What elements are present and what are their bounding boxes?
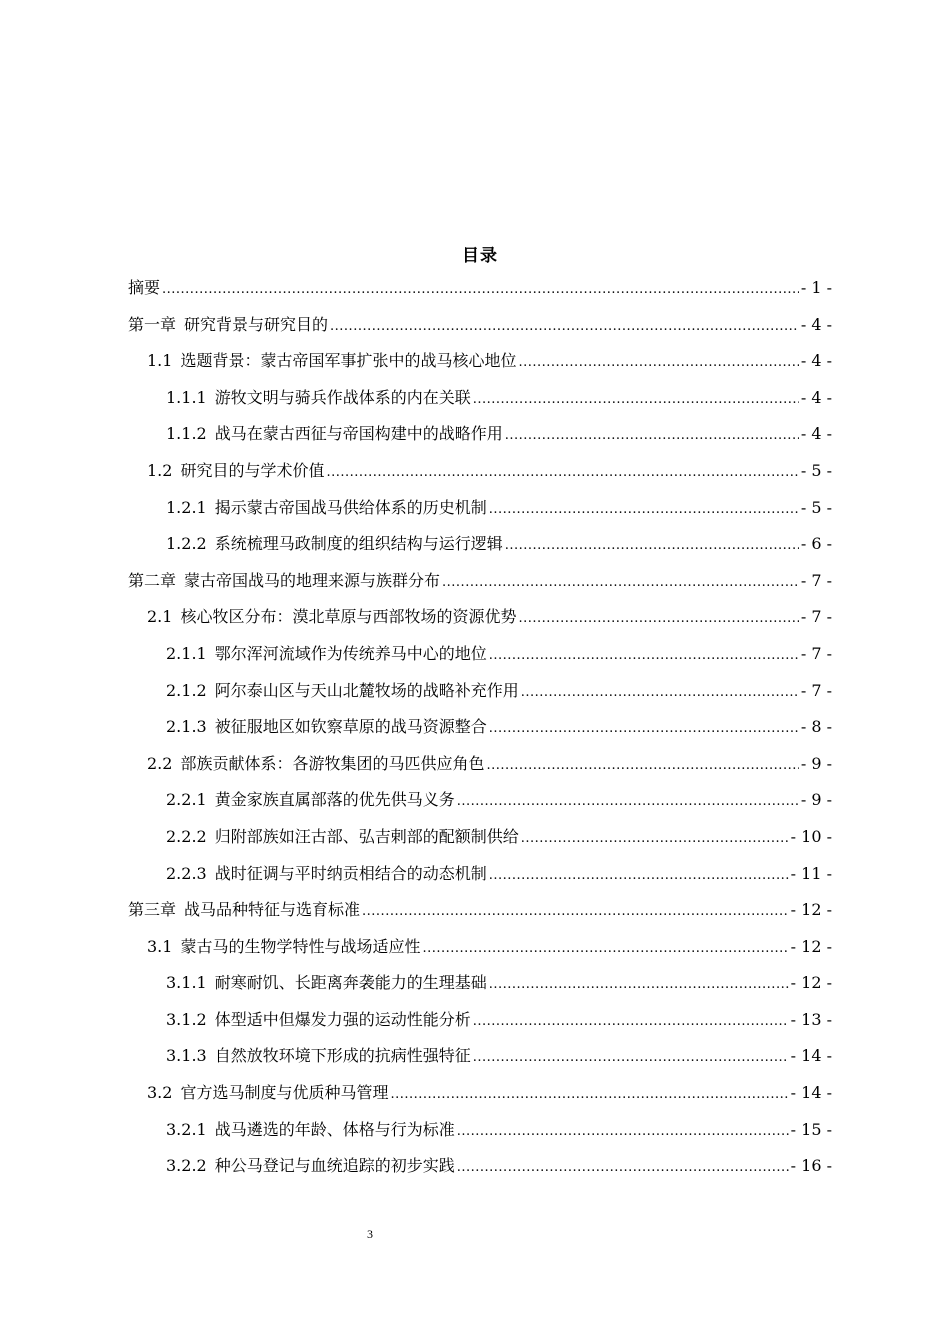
toc-entry-text: 揭示蒙古帝国战马供给体系的历史机制 [214, 497, 487, 517]
toc-entry-page: - 5 - [800, 460, 832, 480]
toc-dot-leader [162, 272, 799, 309]
toc-entry[interactable] [128, 380, 832, 417]
toc-entry-number: 1.1.2 [166, 424, 207, 444]
toc-entry-text: 系统梳理马政制度的组织结构与运行逻辑 [214, 534, 503, 554]
toc-entry[interactable] [128, 1075, 832, 1112]
toc-entry-number: 第二章 [128, 570, 177, 590]
toc-entry-number: 2.1.2 [166, 680, 207, 700]
toc-entry[interactable] [128, 892, 832, 929]
toc-entry[interactable] [128, 343, 832, 380]
toc-dot-leader [473, 1040, 789, 1077]
toc-entry-label [147, 746, 484, 783]
toc-entry-label [166, 636, 487, 673]
toc-dot-leader [489, 492, 799, 529]
toc-entry[interactable] [128, 929, 832, 966]
toc-entry-page: - 16 - [790, 1156, 832, 1176]
toc-entry-label [128, 892, 360, 929]
toc-entry-label [147, 453, 324, 490]
toc-entry-page: - 4 - [800, 314, 832, 334]
toc-entry-number: 3.2 [147, 1083, 173, 1103]
toc-entry-text: 官方选马制度与优质种马管理 [180, 1083, 389, 1103]
toc-entry-page: - 12 - [790, 900, 832, 920]
toc-entry-number: 3.2.2 [166, 1156, 207, 1176]
toc-dot-leader [505, 418, 799, 455]
toc-entry-number: 2.2 [147, 753, 173, 773]
toc-entry[interactable] [128, 1148, 832, 1185]
toc-entry-page: - 14 - [790, 1046, 832, 1066]
toc-dot-leader [486, 748, 798, 785]
toc-entry-text: 阿尔泰山区与天山北麓牧场的战略补充作用 [214, 680, 519, 700]
toc-entry-text: 核心牧区分布：漠北草原与西部牧场的资源优势 [180, 607, 517, 627]
toc-dot-leader [390, 1077, 788, 1114]
toc-entry[interactable] [128, 563, 832, 600]
toc-entry-text: 归附部族如汪古部、弘吉剌部的配额制供给 [214, 826, 519, 846]
toc-entry-page: - 8 - [800, 717, 832, 737]
toc-entry-page: - 7 - [800, 680, 832, 700]
toc-dot-leader [521, 821, 789, 858]
toc-entry-text: 耐寒耐饥、长距离奔袭能力的生理基础 [214, 973, 487, 993]
toc-entry-number: 2.1.3 [166, 717, 207, 737]
toc-entry-label [128, 563, 440, 600]
toc-entry-page: - 4 - [800, 351, 832, 371]
toc-dot-leader [489, 858, 789, 895]
toc-entry[interactable] [128, 819, 832, 856]
toc-entry-text: 摘要 [128, 278, 161, 297]
toc-entry[interactable] [128, 490, 832, 527]
toc-entry-number: 3.1 [147, 936, 173, 956]
toc-entry-text: 战马遴选的年龄、体格与行为标准 [214, 1119, 455, 1139]
toc-entry-text: 游牧文明与骑兵作战体系的内在关联 [214, 387, 471, 407]
toc-entry-label [166, 856, 487, 893]
toc-entry-page: - 13 - [790, 1009, 832, 1029]
toc-dot-leader [457, 1114, 789, 1151]
toc-entry-page: - 10 - [790, 826, 832, 846]
toc-entry[interactable] [128, 1038, 832, 1075]
toc-entry-label [166, 709, 487, 746]
toc-entry-label [166, 1002, 471, 1039]
table-of-contents [128, 270, 832, 1185]
toc-entry-label [147, 929, 420, 966]
toc-entry-label [166, 526, 503, 563]
toc-entry-text: 部族贡献体系：各游牧集团的马匹供应角色 [180, 753, 485, 773]
toc-entry-page: - 14 - [790, 1083, 832, 1103]
toc-entry-text: 战马在蒙古西征与帝国构建中的战略作用 [214, 424, 503, 444]
toc-entry-label [166, 1112, 455, 1149]
toc-entry[interactable] [128, 416, 832, 453]
toc-dot-leader [518, 601, 798, 638]
toc-dot-leader [442, 565, 799, 602]
toc-entry[interactable] [128, 526, 832, 563]
toc-entry-text: 蒙古帝国战马的地理来源与族群分布 [184, 570, 441, 590]
toc-entry-text: 研究目的与学术价值 [180, 460, 325, 480]
toc-dot-leader [489, 967, 789, 1004]
toc-entry-page: - 6 - [800, 534, 832, 554]
toc-dot-leader [422, 931, 788, 968]
toc-entry-text: 种公马登记与血统追踪的初步实践 [214, 1156, 455, 1176]
toc-entry[interactable] [128, 673, 832, 710]
toc-entry-number: 2.2.1 [166, 790, 207, 810]
toc-entry[interactable] [128, 636, 832, 673]
toc-entry-number: 2.1.1 [166, 643, 207, 663]
toc-entry[interactable] [128, 856, 832, 893]
toc-entry-number: 3.2.1 [166, 1119, 207, 1139]
toc-entry-number: 2.2.2 [166, 826, 207, 846]
toc-entry-text: 体型适中但爆发力强的运动性能分析 [214, 1009, 471, 1029]
toc-entry[interactable] [128, 599, 832, 636]
toc-entry-page: - 15 - [790, 1119, 832, 1139]
toc-entry-number: 1.1 [147, 351, 173, 371]
toc-entry-number: 1.2.1 [166, 497, 207, 517]
toc-entry-label [166, 416, 503, 453]
toc-entry-page: - 7 - [800, 607, 832, 627]
toc-entry-text: 蒙古马的生物学特性与战场适应性 [180, 936, 421, 956]
toc-entry-page: - 9 - [800, 753, 832, 773]
toc-dot-leader [326, 455, 798, 492]
toc-entry-label [166, 965, 487, 1002]
toc-entry-number: 3.1.3 [166, 1046, 207, 1066]
toc-entry-label [166, 1148, 455, 1185]
toc-dot-leader [457, 1150, 789, 1187]
toc-entry-label [147, 1075, 388, 1112]
toc-entry-page: - 12 - [790, 973, 832, 993]
toc-entry-page: - 5 - [800, 497, 832, 517]
toc-entry-label [147, 599, 516, 636]
toc-entry-page: - 12 - [790, 936, 832, 956]
toc-entry[interactable] [128, 782, 832, 819]
toc-entry-number: 第三章 [128, 900, 177, 920]
toc-dot-leader [489, 638, 799, 675]
toc-entry-number: 3.1.2 [166, 1009, 207, 1029]
toc-entry-text: 黄金家族直属部落的优先供马义务 [214, 790, 455, 810]
toc-entry-number: 2.1 [147, 607, 173, 627]
toc-entry[interactable] [128, 1002, 832, 1039]
toc-dot-leader [521, 675, 799, 712]
toc-entry[interactable] [128, 1112, 832, 1149]
toc-entry[interactable] [128, 307, 832, 344]
toc-entry-page: - 7 - [800, 643, 832, 663]
toc-entry-text: 研究背景与研究目的 [184, 314, 329, 334]
toc-dot-leader [330, 309, 799, 346]
toc-entry-label [166, 380, 471, 417]
toc-entry-label [128, 307, 328, 344]
toc-entry-text: 鄂尔浑河流域作为传统养马中心的地位 [214, 643, 487, 663]
toc-entry-page: - 9 - [800, 790, 832, 810]
toc-entry-number: 1.1.1 [166, 387, 207, 407]
toc-entry[interactable] [128, 270, 832, 307]
toc-entry-text: 被征服地区如钦察草原的战马资源整合 [214, 717, 487, 737]
toc-entry-number: 1.2 [147, 460, 173, 480]
toc-entry-page: - 7 - [800, 570, 832, 590]
toc-entry-number: 3.1.1 [166, 973, 207, 993]
toc-title: 目录 [462, 246, 498, 266]
toc-entry[interactable] [128, 453, 832, 490]
toc-dot-leader [473, 382, 799, 419]
toc-entry-number: 2.2.3 [166, 863, 207, 883]
toc-dot-leader [473, 1004, 789, 1041]
toc-entry-label [166, 490, 487, 527]
toc-entry-text: 选题背景：蒙古帝国军事扩张中的战马核心地位 [180, 351, 517, 371]
toc-entry-label [147, 343, 516, 380]
toc-entry-text: 战时征调与平时纳贡相结合的动态机制 [214, 863, 487, 883]
toc-dot-leader [489, 711, 799, 748]
toc-entry-text: 自然放牧环境下形成的抗病性强特征 [214, 1046, 471, 1066]
toc-dot-leader [457, 784, 799, 821]
toc-entry-page: - 4 - [800, 387, 832, 407]
toc-entry-page: - 1 - [800, 278, 832, 297]
toc-dot-leader [505, 528, 799, 565]
toc-entry-page: - 4 - [800, 424, 832, 444]
toc-entry-text: 战马品种特征与选育标准 [184, 900, 361, 920]
toc-entry-page: - 11 - [790, 863, 832, 883]
toc-dot-leader [362, 894, 789, 931]
toc-dot-leader [518, 345, 798, 382]
page-number: 3 [367, 1227, 373, 1241]
toc-entry-label [128, 270, 160, 307]
toc-entry-label [166, 1038, 471, 1075]
toc-entry-label [166, 819, 519, 856]
toc-entry-label [166, 782, 455, 819]
toc-entry[interactable] [128, 709, 832, 746]
toc-entry[interactable] [128, 965, 832, 1002]
toc-entry-number: 1.2.2 [166, 534, 207, 554]
toc-entry-number: 第一章 [128, 314, 177, 334]
toc-entry[interactable] [128, 746, 832, 783]
toc-entry-label [166, 673, 519, 710]
